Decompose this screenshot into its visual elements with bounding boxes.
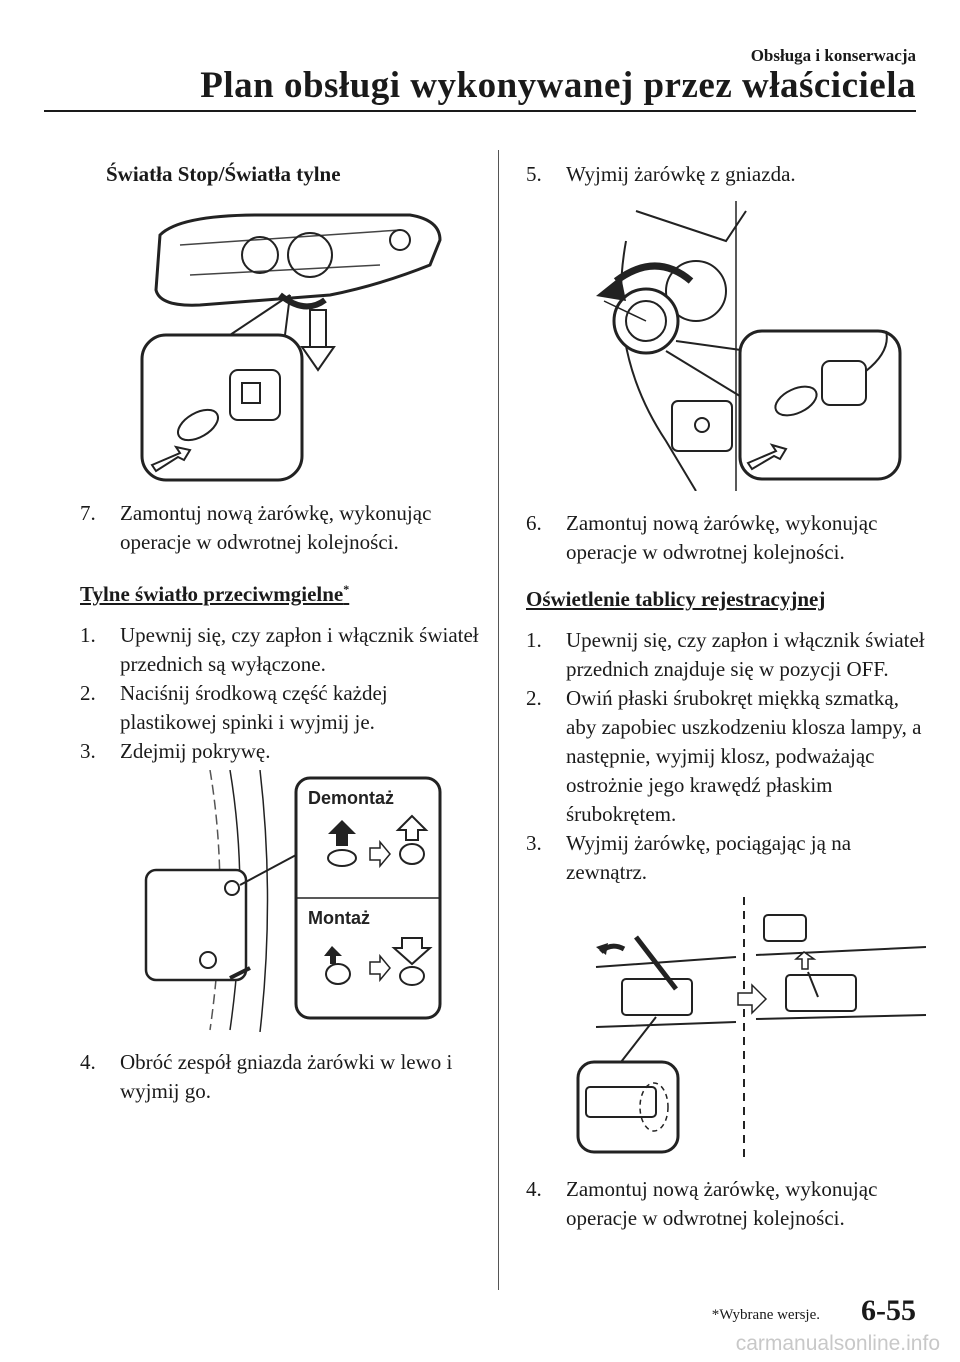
page-number: 6-55 — [861, 1294, 916, 1327]
step-text: Naciśnij środkową część każdej plastikowej spinki i wyjmij je. — [120, 681, 388, 734]
step-number: 4. — [526, 1177, 542, 1201]
socket-removal-figure — [526, 201, 926, 491]
license-plate-light-heading: Oświetlenie tablicy rejestracyjnej — [526, 587, 826, 611]
step-4 — [80, 1048, 480, 1106]
rear-fog-light-heading — [80, 575, 480, 609]
step-number: 3. — [80, 739, 96, 763]
step-text: Wyjmij żarówkę z gniazda. — [566, 162, 796, 186]
step-number: 4. — [80, 1050, 96, 1074]
step-number: 2. — [526, 686, 542, 710]
step-number: 1. — [80, 623, 96, 647]
install-label: Montaż — [308, 908, 370, 928]
step-number: 7. — [80, 501, 96, 525]
step-text: Zamontuj nową żarówkę, wykonując operacje w odwrotnej kolejności. — [566, 511, 878, 564]
step-7 — [80, 499, 480, 557]
step-text: Obróć zespół gniazda żarówki w lewo i wyjmij go. — [120, 1050, 453, 1103]
removal-label: Demontaż — [308, 788, 395, 808]
optional-mark: * — [343, 582, 350, 596]
header-divider — [44, 110, 916, 112]
step-text: Zamontuj nową żarówkę, wykonując operacje w odwrotnej kolejności. — [566, 1177, 878, 1230]
step-text: Owiń płaski śrubokręt miękką szmatką, aby zapobiec uszkodzeniu klosza lampy, a następnie, wyjmij klosz, podważając ostrożnie jego krawędź płaskim śrubokrętem. — [566, 686, 922, 826]
stop-tail-lights-subhead: Światła Stop/Światła tylne — [106, 162, 341, 186]
step-1 — [80, 621, 480, 679]
watermark: carmanualsonline.info — [735, 1332, 940, 1355]
step-text: Upewnij się, czy zapłon i włącznik świateł przednich znajduje się w pozycji OFF. — [566, 628, 925, 681]
section-title-text: Tylne światło przeciwmgielne — [80, 582, 344, 606]
step-number: 5. — [526, 162, 542, 186]
step-number: 6. — [526, 511, 542, 535]
step-text: Zdejmij pokrywę. — [120, 739, 271, 763]
step-text: Upewnij się, czy zapłon i włącznik świateł przednich są wyłączone. — [120, 623, 479, 676]
step-6 — [526, 509, 926, 567]
step-number: 3. — [526, 831, 542, 855]
right-column — [526, 150, 926, 1233]
step-3 — [526, 829, 926, 887]
step-number: 1. — [526, 628, 542, 652]
step-4 — [526, 1175, 926, 1233]
left-column — [80, 150, 480, 1106]
step-2 — [80, 679, 480, 737]
step-3 — [80, 737, 480, 766]
step-text: Zamontuj nową żarówkę, wykonując operacje w odwrotnej kolejności. — [120, 501, 432, 554]
column-divider — [498, 150, 499, 1290]
footnote: *Wybrane wersje. — [711, 1307, 820, 1323]
step-1 — [526, 626, 926, 684]
step-5 — [526, 160, 926, 189]
step-number: 2. — [80, 681, 96, 705]
clip-removal-figure — [80, 770, 480, 1032]
header-section-label: Obsługa i konserwacja — [750, 46, 916, 65]
license-plate-light-figure — [526, 897, 926, 1157]
tail-light-figure — [80, 195, 480, 485]
page-title: Plan obsługi wykonywanej przez właściciela — [200, 65, 916, 106]
step-text: Wyjmij żarówkę, pociągając ją na zewnątrz. — [566, 831, 852, 884]
step-2 — [526, 684, 926, 829]
